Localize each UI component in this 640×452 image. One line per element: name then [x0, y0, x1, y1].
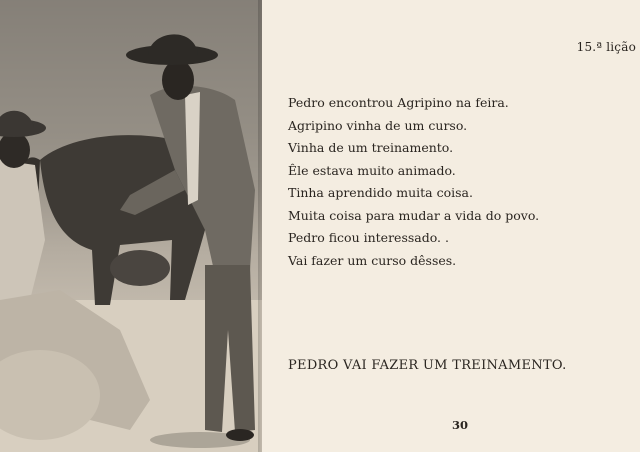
- photo-illustration: [0, 0, 262, 452]
- reading-line: Êle estava muito animado.: [288, 162, 456, 178]
- reading-line: Pedro encontrou Agripino na feira.: [288, 95, 509, 110]
- reading-line: Muita coisa para mudar a vida do povo.: [288, 207, 540, 223]
- page-number: 30: [452, 418, 469, 432]
- reading-line: Pedro ficou interessado. .: [288, 230, 449, 245]
- lesson-headline: PEDRO VAI FAZER UM TREINAMENTO.: [288, 358, 567, 373]
- reading-lines: [288, 92, 539, 272]
- text-page: [262, 0, 640, 452]
- reading-line: Tinha aprendido muita coisa.: [288, 185, 473, 200]
- reading-line: Agripino vinha de um curso.: [288, 117, 468, 133]
- lesson-label: 15.ª lição: [576, 40, 636, 54]
- reading-line: Vinha de um treinamento.: [288, 140, 454, 155]
- reading-line: Vai fazer um curso dêsses.: [288, 252, 457, 268]
- photograph-men-at-market: [0, 0, 262, 452]
